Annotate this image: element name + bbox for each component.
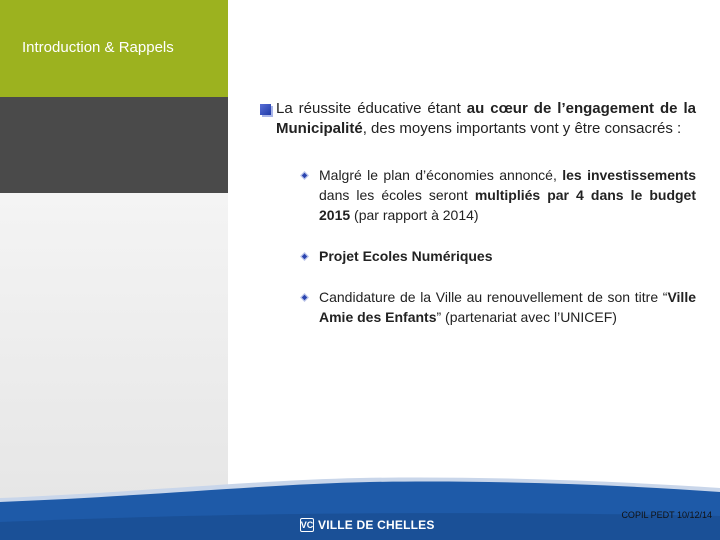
left-light-panel: [0, 193, 228, 503]
sub-bullet-text: (par rapport à 2014): [350, 207, 479, 223]
left-green-panel: [0, 0, 228, 97]
sub-bullet-digital-schools: [300, 246, 696, 266]
sub-bullet-bold: Ville Amie des Enfants: [319, 289, 696, 325]
main-bullet: [256, 99, 696, 139]
diamond-bullet-icon: [300, 252, 309, 261]
slide-content: [256, 99, 696, 348]
main-bullet-text: La réussite éducative étant: [276, 100, 467, 117]
sub-bullet-bold: les investissements: [562, 167, 697, 183]
sub-bullet-unicef: [300, 287, 696, 327]
sub-bullet-text: Candidature de la Ville au renouvellement de son titre “: [319, 289, 668, 305]
main-bullet-bold: au cœur de l’engagement de la Municipalité: [276, 100, 696, 137]
sub-bullet-list: [256, 165, 696, 327]
section-title: Introduction & Rappels: [22, 39, 174, 56]
sub-bullet-text: dans les écoles seront: [319, 187, 475, 203]
sub-bullet-text: Malgré le plan d’économies annoncé,: [319, 167, 563, 183]
diamond-bullet-icon: [300, 171, 309, 180]
sub-bullet-text: ” (partenariat avec l’UNICEF): [436, 309, 617, 325]
main-bullet-tail: , des moyens importants vont y être consacrés :: [362, 120, 682, 137]
city-logo-text: VILLE DE CHELLES: [318, 518, 435, 532]
diamond-bullet-icon: [300, 293, 309, 302]
city-logo: [300, 517, 435, 533]
sub-bullet-bold: multipliés par 4 dans le budget 2015: [319, 187, 696, 223]
sub-bullet-bold: Projet Ecoles Numériques: [319, 248, 493, 264]
square-bullet-icon: [260, 104, 271, 115]
sub-bullet-investments: [300, 165, 696, 225]
city-logo-icon: VC: [300, 518, 314, 532]
footer-meeting-code: COPIL PEDT 10/12/14: [621, 510, 712, 520]
left-dark-panel: [0, 97, 228, 193]
